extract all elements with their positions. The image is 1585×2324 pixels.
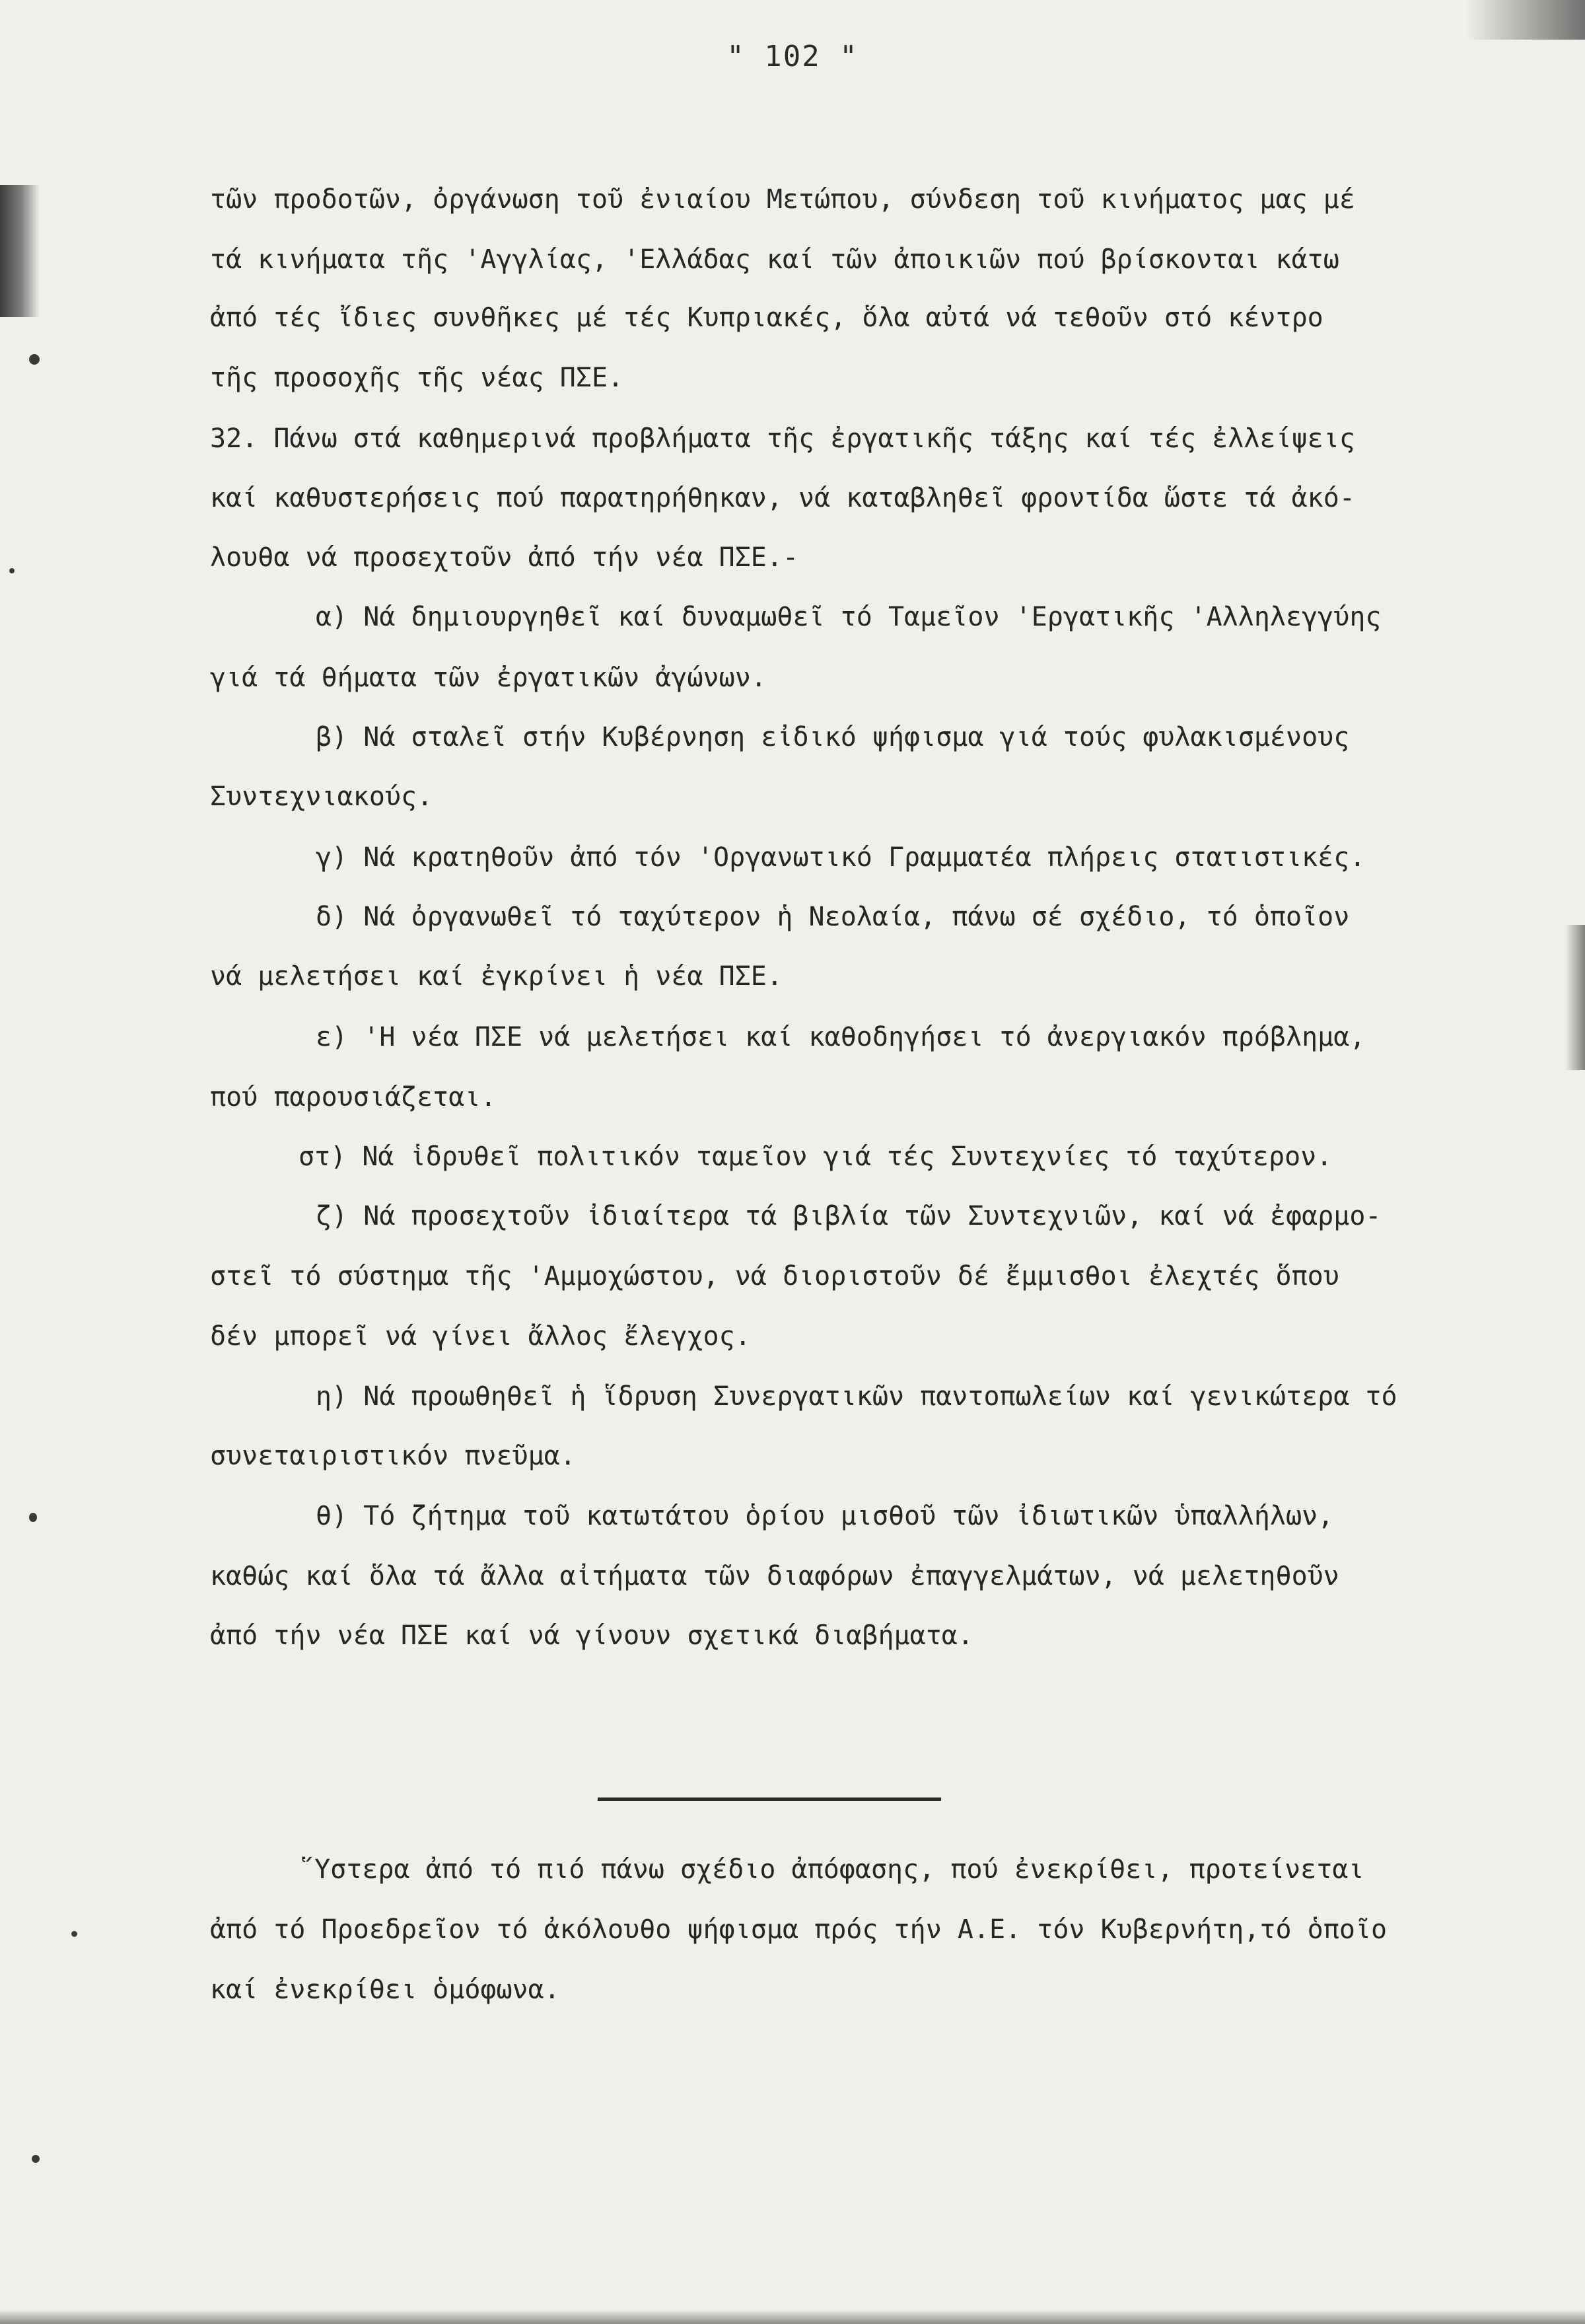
text-line: καί ἐνεκρίθει ὁμόφωνα.: [210, 1975, 560, 2005]
text-line: ῞Υστερα ἀπό τό πιό πάνω σχέδιο ἀπόφασης, πού ἐνεκρίθει, προτείνεται: [299, 1854, 1364, 1885]
scan-edge-shadow: [1565, 925, 1585, 1070]
scan-speck: [71, 1931, 77, 1937]
text-line: ε) 'Η νέα ΠΣΕ νά μελετήσει καί καθοδηγήσει τό ἀνεργιακόν πρόβλημα,: [316, 1022, 1366, 1052]
text-line: γ) Νά κρατηθοῦν ἀπό τόν 'Οργανωτικό Γραμματέα πλήρεις στατιστικές.: [316, 842, 1366, 873]
scan-speck: [29, 1513, 37, 1522]
text-line: τά κινήματα τῆς 'Αγγλίας, 'Ελλάδας καί τῶν ἀποικιῶν πού βρίσκονται κάτω: [210, 244, 1339, 275]
page-number: " 102 ": [726, 40, 859, 73]
text-line: στεῖ τό σύστημα τῆς 'Αμμοχώστου, νά διοριστοῦν δέ ἔμμισθοι ἐλεχτές ὅπου: [210, 1261, 1339, 1291]
text-line: Συντεχνιακούς.: [210, 781, 433, 812]
text-line: καί καθυστερήσεις πού παρατηρήθηκαν, νά καταβληθεῖ φροντίδα ὥστε τά ἀκό-: [210, 483, 1355, 513]
text-line: γιά τά θήματα τῶν ἐργατικῶν ἀγώνων.: [210, 663, 767, 693]
scan-speck: [9, 568, 15, 573]
text-line: δ) Νά ὀργανωθεῖ τό ταχύτερον ἡ Νεολαία, πάνω σέ σχέδιο, τό ὁποῖον: [316, 902, 1350, 932]
scan-edge-shadow: [0, 185, 40, 317]
text-line: τῶν προδοτῶν, ὀργάνωση τοῦ ἐνιαίου Μετώπου, σύνδεση τοῦ κινήματος μας μέ: [210, 184, 1355, 215]
text-line: ἀπό τό Προεδρεῖον τό ἀκόλουθο ψήφισμα πρός τήν Α.Ε. τόν Κυβερνήτη,τό ὁποῖο: [210, 1914, 1388, 1945]
text-line: λουθα νά προσεχτοῦν ἀπό τήν νέα ΠΣΕ.-: [210, 542, 799, 573]
text-line: τῆς προσοχῆς τῆς νέας ΠΣΕ.: [210, 363, 624, 393]
text-line: καθώς καί ὅλα τά ἄλλα αἰτήματα τῶν διαφόρων ἐπαγγελμάτων, νά μελετηθοῦν: [210, 1561, 1339, 1591]
text-line: στ) Νά ἱδρυθεῖ πολιτικόν ταμεῖον γιά τές Συντεχνίες τό ταχύτερον.: [299, 1142, 1333, 1172]
text-line: 32. Πάνω στά καθημερινά προβλήματα τῆς ἐργατικῆς τάξης καί τές ἐλλείψεις: [210, 423, 1355, 454]
scan-speck: [29, 354, 40, 365]
text-line: β) Νά σταλεῖ στήν Κυβέρνηση εἰδικό ψήφισμα γιά τούς φυλακισμένους: [316, 722, 1350, 752]
scan-speck: [32, 2155, 40, 2163]
text-line: ἀπό τήν νέα ΠΣΕ καί νά γίνουν σχετικά διαβήματα.: [210, 1620, 973, 1651]
text-line: συνεταιριστικόν πνεῦμα.: [210, 1441, 576, 1471]
text-line: ἀπό τές ἴδιες συνθῆκες μέ τές Κυπριακές, ὅλα αὐτά νά τεθοῦν στό κέντρο: [210, 303, 1323, 333]
scan-edge-shadow: [0, 2309, 1585, 2324]
text-line: η) Νά προωθηθεῖ ἡ ἵδρυση Συνεργατικῶν παντοπωλείων καί γενικώτερα τό: [316, 1381, 1397, 1412]
text-line: α) Νά δημιουργηθεῖ καί δυναμωθεῖ τό Ταμεῖον 'Εργατικῆς 'Αλληλεγγύης: [316, 602, 1382, 632]
text-line: ζ) Νά προσεχτοῦν ἰδιαίτερα τά βιβλία τῶν Συντεχνιῶν, καί νά ἐφαρμο-: [316, 1201, 1382, 1231]
section-divider: [598, 1797, 941, 1801]
text-line: δέν μπορεῖ νά γίνει ἄλλος ἔλεγχος.: [210, 1321, 751, 1352]
text-line: πού παρουσιάζεται.: [210, 1082, 497, 1112]
scan-edge-shadow: [1466, 0, 1585, 40]
text-line: νά μελετήσει καί ἐγκρίνει ἡ νέα ΠΣΕ.: [210, 961, 783, 992]
text-line: θ) Τό ζήτημα τοῦ κατωτάτου ὁρίου μισθοῦ τῶν ἰδιωτικῶν ὑπαλλήλων,: [316, 1501, 1334, 1531]
